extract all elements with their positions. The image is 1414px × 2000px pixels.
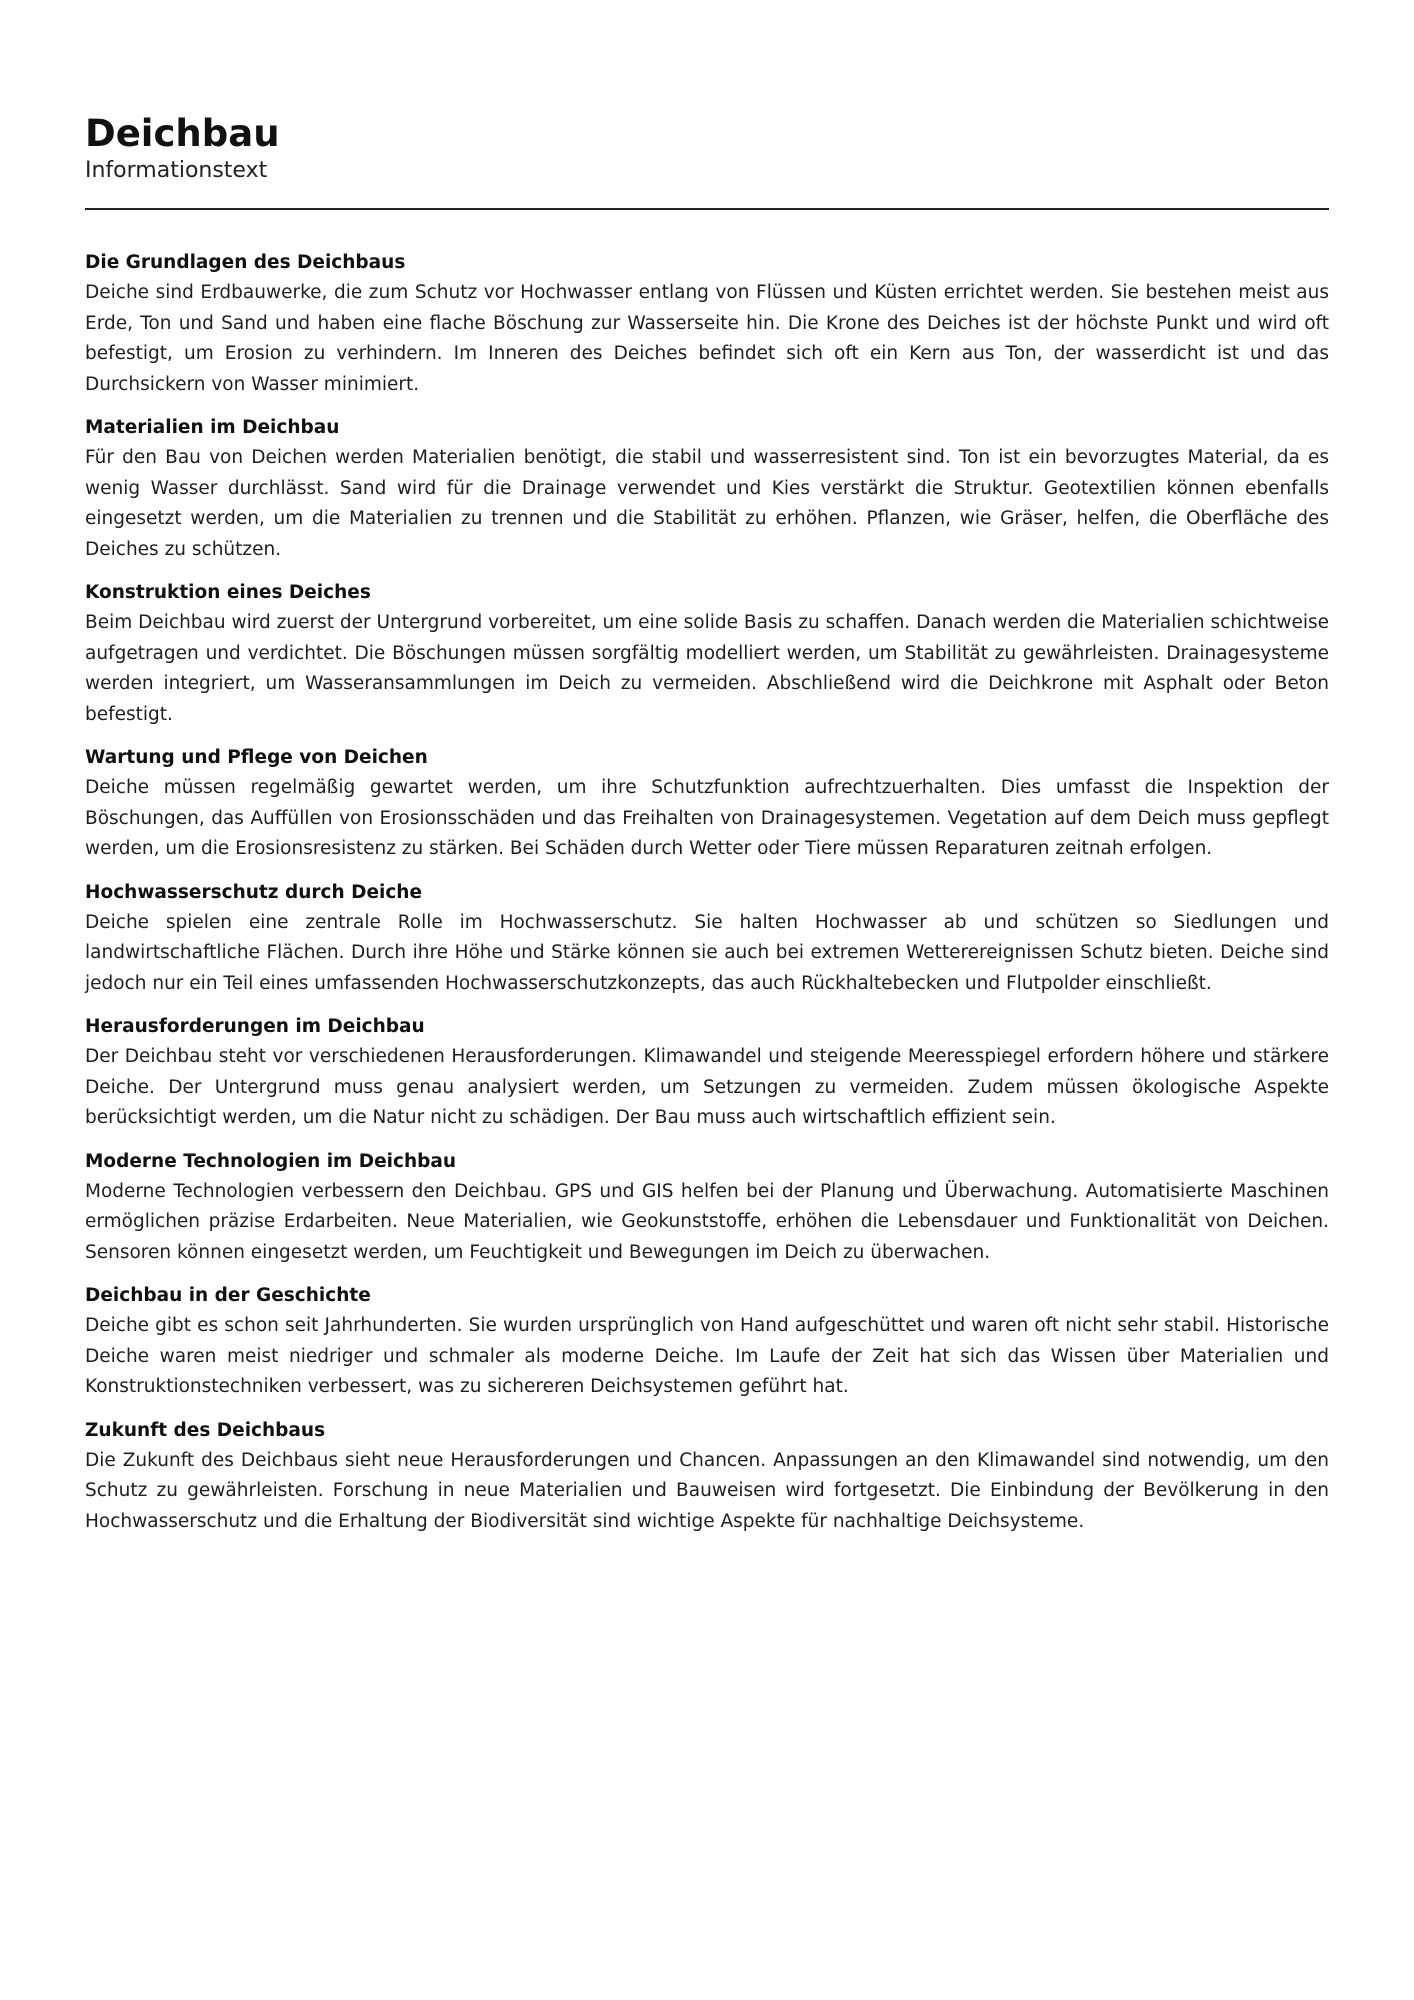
sections-container: [85, 248, 1329, 1537]
section-body: Deiche müssen regelmäßig gewartet werden, um ihre Schutzfunktion aufrechtzuerhalten. Dies umfasst die Inspektion der Böschungen, das Auffüllen von Erosionsschäden und das Freihalten von Drainagesystemen. Vegetation auf dem Deich muss gepflegt werden, um die Erosionsresistenz zu stärken. Bei Schäden durch Wetter oder Tiere müssen Reparaturen zeitnah erfolgen.: [85, 777, 1329, 859]
section-body: Deiche spielen eine zentrale Rolle im Hochwasserschutz. Sie halten Hochwasser ab und schützen so Siedlungen und landwirtschaftliche Flächen. Durch ihre Höhe und Stärke können sie auch bei extremen Wetterereignissen Schutz bieten. Deiche sind jedoch nur ein Teil eines umfassenden Hochwasserschutzkonzepts, das auch Rückhaltebecken und Flutpolder einschließt.: [85, 911, 1329, 994]
title-divider: [85, 208, 1329, 210]
section-body: Für den Bau von Deichen werden Materialien benötigt, die stabil und wasserresistent sind. Ton ist ein bevorzugtes Material, da es wenig Wasser durchlässt. Sand wird für die Drainage verwendet und Kies verstärkt die Struktur. Geotextilien können ebenfalls eingesetzt werden, um die Materialien zu trennen und die Stabilität zu erhöhen. Pflanzen, wie Gräser, helfen, die Oberfläche des Deiches zu schützen.: [85, 447, 1329, 560]
section-heading: Wartung und Pflege von Deichen: [85, 747, 428, 768]
section-body: Die Zukunft des Deichbaus sieht neue Herausforderungen und Chancen. Anpassungen an den Klimawandel sind notwendig, um den Schutz zu gewährleisten. Forschung in neue Materialien und Bauweisen wird fortgesetzt. Die Einbindung der Bevölkerung in den Hochwasserschutz und die Erhaltung der Biodiversität sind wichtige Aspekte für nachhaltige Deichsysteme.: [85, 1449, 1329, 1532]
document-title: Deichbau: [85, 112, 280, 155]
section-materialien: [85, 413, 1329, 565]
section-heading: Moderne Technologien im Deichbau: [85, 1150, 457, 1172]
section-grundlagen: [85, 248, 1329, 400]
section-heading: Herausforderungen im Deichbau: [85, 1016, 425, 1037]
section-body: Deiche sind Erdbauwerke, die zum Schutz vor Hochwasser entlang von Flüssen und Küsten errichtet werden. Sie bestehen meist aus Erde, Ton und Sand und haben eine flache Böschung zur Wasserseite hin. Die Krone des Deiches ist der höchste Punkt und wird oft befestigt, um Erosion zu verhindern. Im Inneren des Deiches befindet sich oft ein Kern aus Ton, der wasserdicht ist und das Durchsickern von Wasser minimiert.: [85, 282, 1329, 395]
section-heading: Die Grundlagen des Deichbaus: [85, 252, 406, 273]
document-subtitle: Informationstext: [85, 158, 268, 183]
section-heading: Materialien im Deichbau: [85, 417, 340, 438]
document-page: [85, 112, 1329, 1550]
section-hochwasserschutz: [85, 878, 1329, 1000]
section-heading: Konstruktion eines Deiches: [85, 582, 371, 603]
section-zukunft: [85, 1416, 1329, 1538]
section-heading: Hochwasserschutz durch Deiche: [85, 881, 423, 903]
section-technologien: [85, 1147, 1329, 1269]
section-herausforderungen: [85, 1012, 1329, 1134]
section-heading: Deichbau in der Geschichte: [85, 1285, 371, 1306]
section-konstruktion: [85, 578, 1329, 730]
section-heading: Zukunft des Deichbaus: [85, 1419, 326, 1441]
section-body: Deiche gibt es schon seit Jahrhunderten. Sie wurden ursprünglich von Hand aufgeschüttet und waren oft nicht sehr stabil. Historische Deiche waren meist niedriger und schmaler als moderne Deiche. Im Laufe der Zeit hat sich das Wissen über Materialien und Konstruktionstechniken verbessert, was zu sichereren Deichsystemen geführt hat.: [85, 1315, 1329, 1397]
section-body: Moderne Technologien verbessern den Deichbau. GPS und GIS helfen bei der Planung und Überwachung. Automatisierte Maschinen ermöglichen präzise Erdarbeiten. Neue Materialien, wie Geokunststoffe, erhöhen die Lebensdauer und Funktionalität von Deichen. Sensoren können eingesetzt werden, um Feuchtigkeit und Bewegungen im Deich zu überwachen.: [85, 1180, 1329, 1263]
section-body: Beim Deichbau wird zuerst der Untergrund vorbereitet, um eine solide Basis zu schaffen. Danach werden die Materialien schichtweise aufgetragen und verdichtet. Die Böschungen müssen sorgfältig modelliert werden, um Stabilität zu gewährleisten. Drainagesysteme werden integriert, um Wasseransammlungen im Deich zu vermeiden. Abschließend wird die Deichkrone mit Asphalt oder Beton befestigt.: [85, 612, 1329, 725]
section-geschichte: [85, 1281, 1329, 1403]
section-body: Der Deichbau steht vor verschiedenen Herausforderungen. Klimawandel und steigende Meeresspiegel erfordern höhere und stärkere Deiche. Der Untergrund muss genau analysiert werden, um Setzungen zu vermeiden. Zudem müssen ökologische Aspekte berücksichtigt werden, um die Natur nicht zu schädigen. Der Bau muss auch wirtschaftlich effizient sein.: [85, 1046, 1329, 1128]
section-wartung: [85, 743, 1329, 865]
